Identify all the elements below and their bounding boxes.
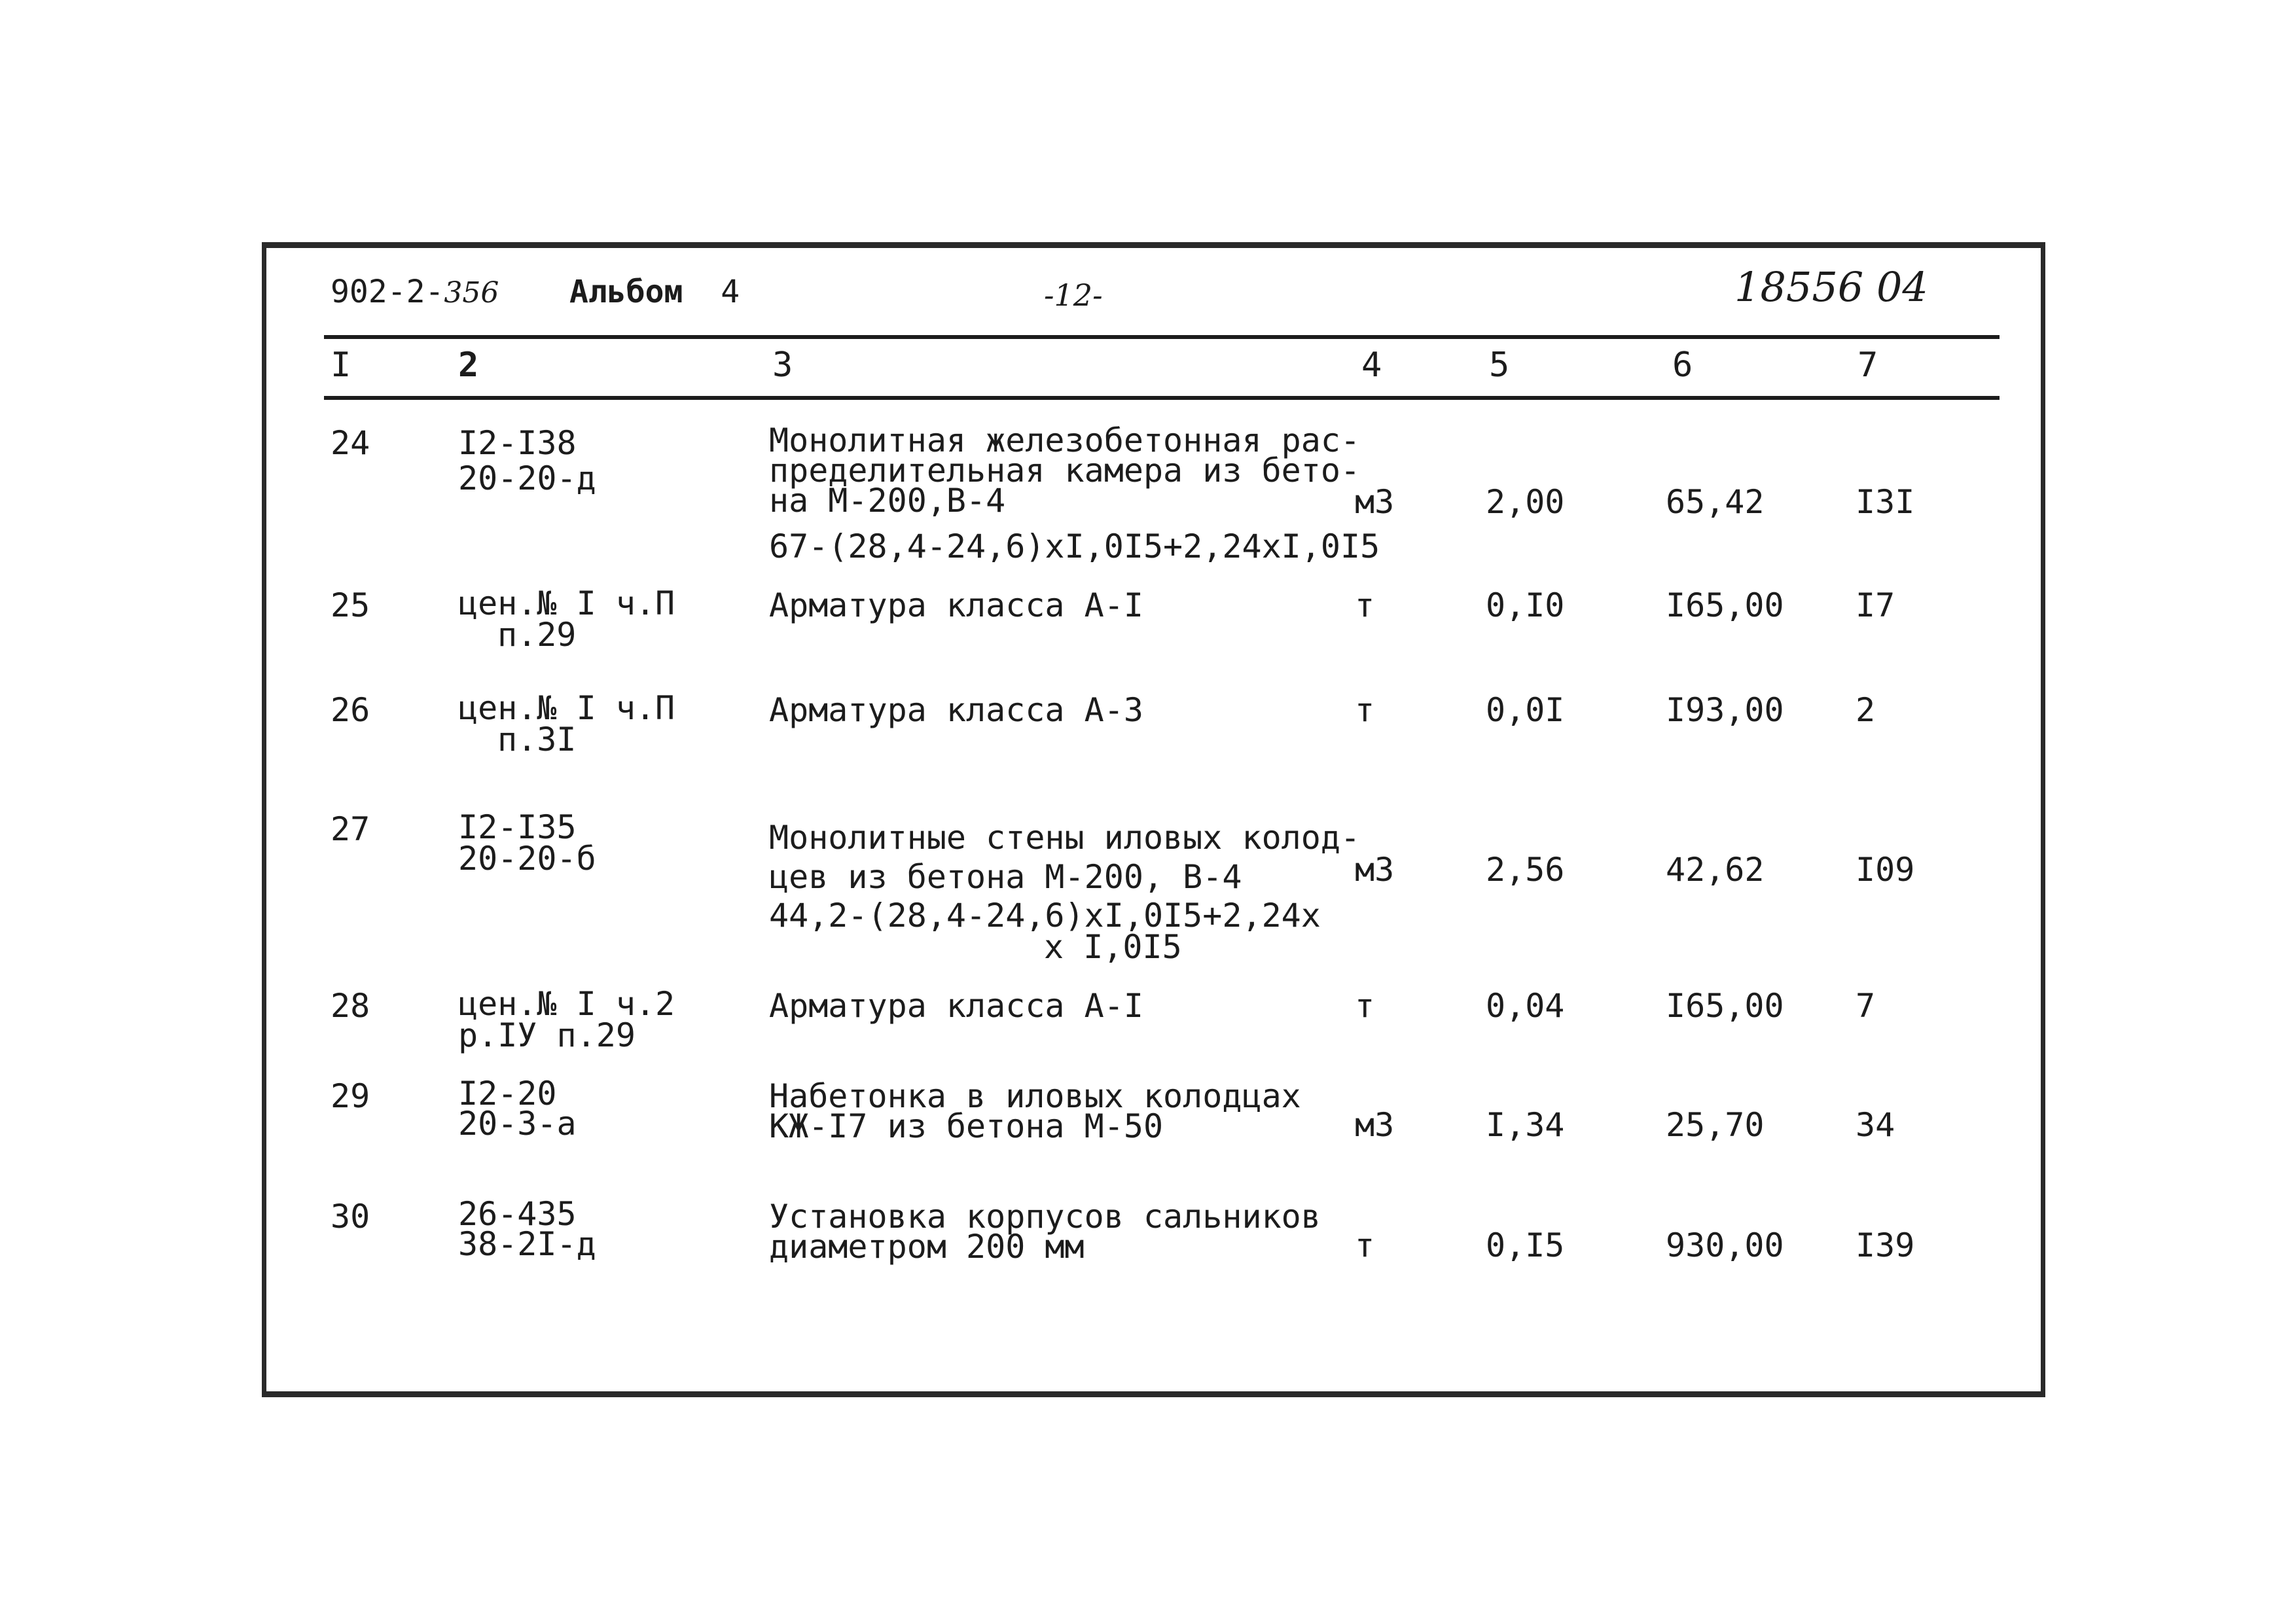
row-description-line: цев из бетона М-200, В-4 (769, 858, 1242, 896)
row-code (458, 1075, 577, 1143)
row-description (769, 1198, 1321, 1266)
row-number: 30 (331, 1198, 370, 1236)
row-quantity: 0,0I (1486, 691, 1565, 729)
row-code-line: 38-2I-д (458, 1225, 596, 1263)
row-quantity: I,34 (1486, 1106, 1565, 1144)
row-unit: т (1355, 1226, 1375, 1264)
row-description (769, 421, 1361, 520)
row-code (458, 808, 596, 878)
column-header-6: 6 (1672, 346, 1693, 385)
row-description-line: Монолитные стены иловых колод- (769, 819, 1361, 857)
column-header-4: 4 (1361, 346, 1382, 385)
row-description-line: Арматура класса А-I (769, 987, 1143, 1025)
row-unit: т (1355, 987, 1375, 1025)
row-price: 42,62 (1666, 851, 1765, 889)
row-description-line: КЖ-I7 из бетона М-50 (769, 1107, 1164, 1145)
column-header-1: I (331, 346, 351, 385)
row-quantity: 2,56 (1486, 851, 1565, 889)
row-description-line: диаметром 200 мм (769, 1228, 1085, 1266)
row-description (769, 988, 1143, 1024)
row-total: I09 (1856, 851, 1915, 889)
row-code-line: цен.№ I ч.2 (458, 985, 675, 1023)
row-quantity: 0,I0 (1486, 586, 1565, 624)
row-unit: т (1355, 586, 1375, 624)
row-quantity: 0,I5 (1486, 1226, 1565, 1264)
row-code (458, 425, 596, 496)
row-price: 65,42 (1666, 483, 1765, 521)
row-code (458, 689, 675, 758)
row-number: 26 (331, 691, 370, 729)
row-total: 7 (1856, 987, 1876, 1025)
row-description-line: Арматура класса А-3 (769, 691, 1143, 729)
row-code-line: I2-I35 (458, 808, 577, 846)
row-quantity: 2,00 (1486, 483, 1565, 521)
row-code-line: п.29 (497, 616, 577, 654)
doc-code (331, 274, 499, 310)
column-header-2: 2 (458, 346, 479, 385)
row-unit: м3 (1355, 483, 1395, 521)
album-label-text: Альбом (569, 274, 683, 310)
row-number: 29 (331, 1077, 370, 1115)
row-price: 930,00 (1666, 1226, 1784, 1264)
row-code-line: п.3I (497, 721, 577, 758)
row-code-line: 20-20-д (458, 459, 596, 497)
row-number: 24 (331, 424, 370, 462)
column-header-5: 5 (1489, 346, 1510, 385)
row-quantity: 0,04 (1486, 987, 1565, 1025)
row-formula-line: 44,2-(28,4-24,6)xI,0I5+2,24x (769, 897, 1321, 935)
row-code (458, 584, 675, 654)
row-code-line: I2-20 (458, 1075, 557, 1113)
row-price: 25,70 (1666, 1106, 1765, 1144)
row-total: I39 (1856, 1226, 1915, 1264)
row-code-line: 20-3-а (458, 1105, 577, 1143)
column-header-7: 7 (1857, 346, 1878, 385)
row-code-line: р.IУ п.29 (458, 1016, 636, 1054)
row-price: I65,00 (1666, 586, 1784, 624)
row-code-line: цен.№ I ч.П (458, 584, 675, 622)
row-description-line: Установка корпусов сальников (769, 1198, 1321, 1236)
row-code (458, 1195, 596, 1263)
row-number: 25 (331, 586, 370, 624)
row-description (769, 692, 1143, 728)
album-number: 4 (721, 274, 740, 310)
row-formula-line: 67-(28,4-24,6)xI,0I5+2,24xI,0I5 (769, 527, 1380, 565)
header-rule-top (324, 335, 2000, 339)
row-description-line: Набетонка в иловых колодцах (769, 1077, 1301, 1115)
row-unit: м3 (1355, 851, 1395, 889)
row-description (769, 1077, 1301, 1145)
row-total: I7 (1856, 586, 1895, 624)
archive-number: 18556 04 (1734, 263, 1928, 311)
row-description (769, 818, 1360, 897)
row-formula-line: x I,0I5 (1044, 928, 1182, 966)
page-number: -12- (1044, 277, 1103, 313)
row-description-line: пределительная камера из бето- (769, 452, 1361, 490)
row-code-line: 20-20-б (458, 840, 596, 878)
row-description-line: Арматура класса А-I (769, 586, 1143, 624)
album-label (569, 274, 740, 310)
row-description (769, 588, 1143, 623)
row-price: I93,00 (1666, 691, 1784, 729)
row-unit: м3 (1355, 1106, 1395, 1144)
row-price: I65,00 (1666, 987, 1784, 1025)
row-description-line: на М-200,В-4 (769, 482, 1006, 520)
row-code (458, 985, 675, 1054)
row-formula (769, 529, 1380, 564)
row-code-line: I2-I38 (458, 424, 577, 462)
row-number: 28 (331, 987, 370, 1025)
row-total: 2 (1856, 691, 1876, 729)
row-total: I3I (1856, 483, 1915, 521)
row-total: 34 (1856, 1106, 1895, 1144)
row-unit: т (1355, 691, 1375, 729)
row-number: 27 (331, 810, 370, 848)
header-rule-bottom (324, 396, 2000, 400)
doc-code-printed: 902-2- (331, 274, 444, 310)
row-code-line: цен.№ I ч.П (458, 689, 675, 727)
doc-code-hand: 356 (444, 276, 499, 310)
row-code-line: 26-435 (458, 1195, 577, 1233)
column-header-3: 3 (772, 346, 793, 385)
row-formula (769, 897, 1321, 966)
row-description-line: Монолитная железобетонная рас- (769, 421, 1361, 459)
